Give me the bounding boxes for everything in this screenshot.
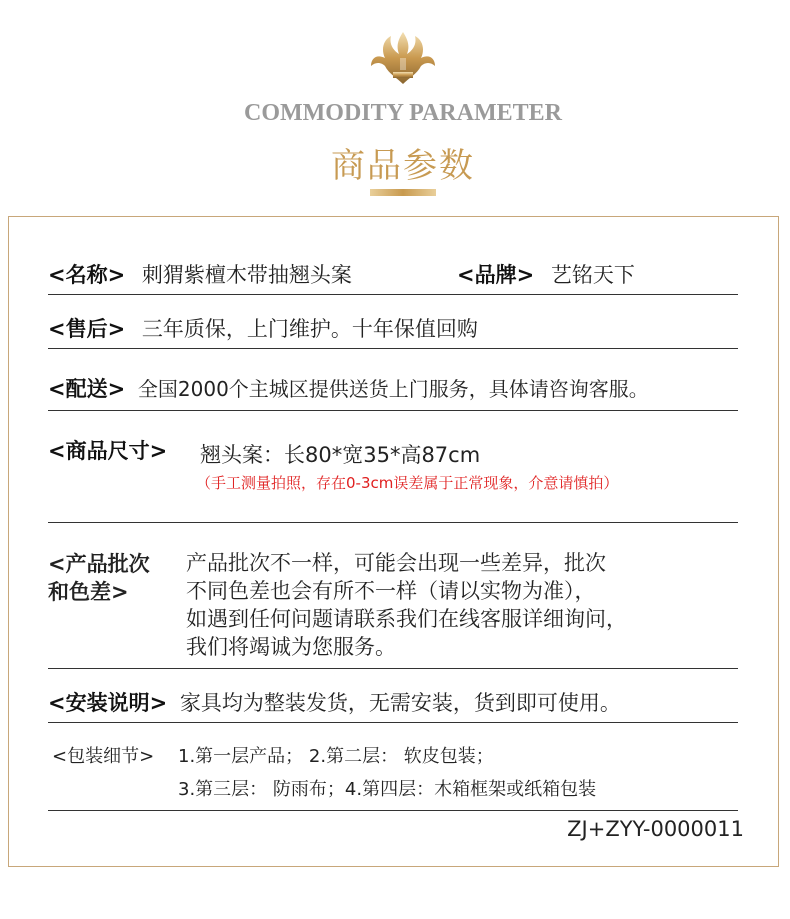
brand-label: <品牌>: [457, 263, 535, 287]
english-title: COMMODITY PARAMETER: [244, 100, 562, 126]
batch-text: [186, 549, 627, 661]
product-code: ZJ+ZYY-0000011: [567, 817, 744, 841]
batch-line: 不同色差也会有所不一样（请以实物为准），: [186, 579, 596, 603]
batch-line: 我们将竭诚为您服务。: [186, 635, 396, 659]
brand-row: [457, 262, 635, 288]
delivery-row: [48, 376, 649, 402]
size-value: 翘头案：长80*宽35*高87cm: [200, 443, 481, 467]
name-label: <名称>: [48, 263, 126, 287]
install-row: [48, 690, 621, 716]
header: [0, 0, 790, 210]
title-underline: [370, 189, 436, 196]
batch-label-line1: <产品批次: [48, 552, 150, 576]
divider: [48, 522, 738, 523]
delivery-label: <配送>: [48, 377, 126, 401]
size-value-row: [200, 442, 480, 468]
gold-ornament-icon: [363, 28, 443, 88]
size-note: （手工测量拍照，存在0-3cm误差属于正常现象，介意请慎拍）: [196, 474, 619, 492]
batch-label: [48, 550, 150, 606]
brand-value: 艺铭天下: [550, 263, 635, 287]
packing-line1: 1.第一层产品； 2.第二层： 软皮包装；: [178, 746, 494, 767]
parameter-panel: [8, 216, 779, 867]
divider: [48, 348, 738, 349]
divider: [48, 810, 738, 811]
divider: [48, 668, 738, 669]
aftersale-label: <售后>: [48, 317, 126, 341]
name-row: [48, 262, 352, 288]
batch-line: 产品批次不一样，可能会出现一些差异，批次: [186, 551, 606, 575]
packing-line2: 3.第三层： 防雨布；4.第四层：木箱框架或纸箱包装: [178, 779, 597, 800]
install-value: 家具均为整装发货，无需安装，货到即可使用。: [179, 691, 621, 715]
divider: [48, 410, 738, 411]
size-row: [48, 438, 167, 464]
batch-line: 如遇到任何问题请联系我们在线客服详细询问，: [186, 607, 627, 631]
divider: [48, 294, 738, 295]
aftersale-value: 三年质保，上门维护。十年保值回购: [141, 317, 478, 341]
chinese-title: 商品参数: [331, 146, 475, 186]
name-value: 刺猬紫檀木带抽翘头案: [141, 263, 352, 287]
batch-label-line2: 和色差>: [48, 580, 129, 604]
divider: [48, 722, 738, 723]
aftersale-row: [48, 316, 478, 342]
packing-label: <包装细节>: [52, 746, 155, 767]
delivery-value: 全国2000个主城区提供送货上门服务，具体请咨询客服。: [137, 377, 649, 401]
install-label: <安装说明>: [48, 691, 168, 715]
size-label: <商品尺寸>: [48, 439, 168, 463]
